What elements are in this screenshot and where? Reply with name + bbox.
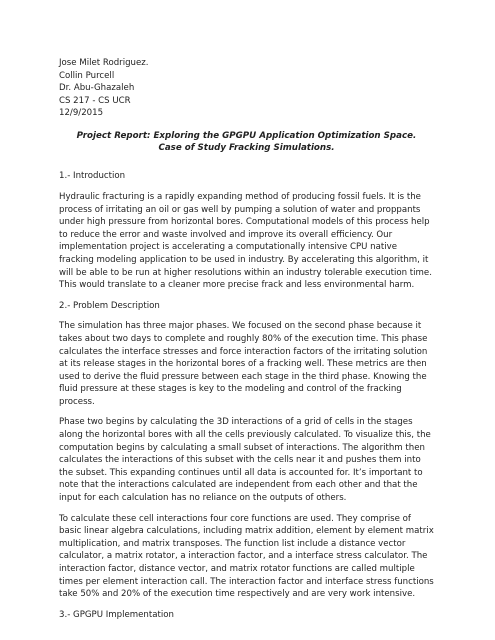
- paragraph: Hydraulic fracturing is a rapidly expanding method of producing fossil fuels. It is the process of irritating an oil or gas well by pumping a solution of water and proppants under high pressure from horizontal bores. Computational models of this process help to reduce the error and waste involved and improve its overall efficiency. Our implementation project is accelerating a computationally intensive CPU native fracking modeling application to be used in industry. By accelerating this algorithm, it will be able to be run at higher resolutions within an industry tolerable execution time. This would translate to a cleaner more precise frack and less environmental harm.: [59, 191, 432, 291]
- section-problem-description: [59, 300, 434, 601]
- instructor-name: Dr. Abu-Ghazaleh: [59, 83, 135, 94]
- partner-name: Collin Purcell: [59, 70, 115, 81]
- section-heading: 2.- Problem Description: [59, 300, 160, 311]
- author-header: [59, 57, 434, 120]
- paragraph: To calculate these cell interactions four core functions are used. They comprise of basic linear algebra calculations, including matrix addition, element by element matrix multiplication, and matrix transposes. The function list include a distance vector calculator, a matrix rotator, a interaction factor, and a interface stress calculator. The interaction factor, distance vector, and matrix rotator functions are called multiple times per element interaction call. The interaction factor and interface stress functions take 50% and 20% of the execution time respectively and are very work intensive.: [59, 513, 434, 600]
- section-gpgpu-implementation: [59, 609, 434, 622]
- paragraph: The simulation has three major phases. We focused on the second phase because it takes about two days to complete and roughly 80% of the execution time. This phase calculates the interface stresses and force interaction factors of the irritating solution at its release stages in the horizontal bores of a fracking well. These metrics are then used to derive the fluid pressure between each stage in the third phase. Knowing the fluid pressure at these stages is key to the modeling and control of the fracking process.: [59, 321, 428, 407]
- section-introduction: [59, 170, 434, 291]
- paragraph: Phase two begins by calculating the 3D interactions of a grid of cells in the stages along the horizontal bores with all the cells previously calculated. To visualize this, the computation begins by calculating a small subset of interactions. The algorithm then calculates the interactions of this subset with the cells near it and pushes them into the subset. This expanding continues until all data is accounted for. It’s important to note that the interactions calculated are independent from each other and that the input for each calculation has no reliance on the outputs of others.: [59, 417, 431, 504]
- document-content: [59, 57, 434, 629]
- author-name: Jose Milet Rodriguez.: [59, 58, 149, 68]
- report-title: Project Report: Exploring the GPGPU Application Optimization Space. Case of Study Fracking Simulations.: [76, 130, 417, 154]
- section-heading: 3.- GPGPU Implementation: [59, 609, 174, 620]
- report-date: 12/9/2015: [59, 108, 104, 119]
- section-heading: 1.- Introduction: [59, 171, 126, 182]
- course-name: CS 217 - CS UCR: [59, 95, 131, 106]
